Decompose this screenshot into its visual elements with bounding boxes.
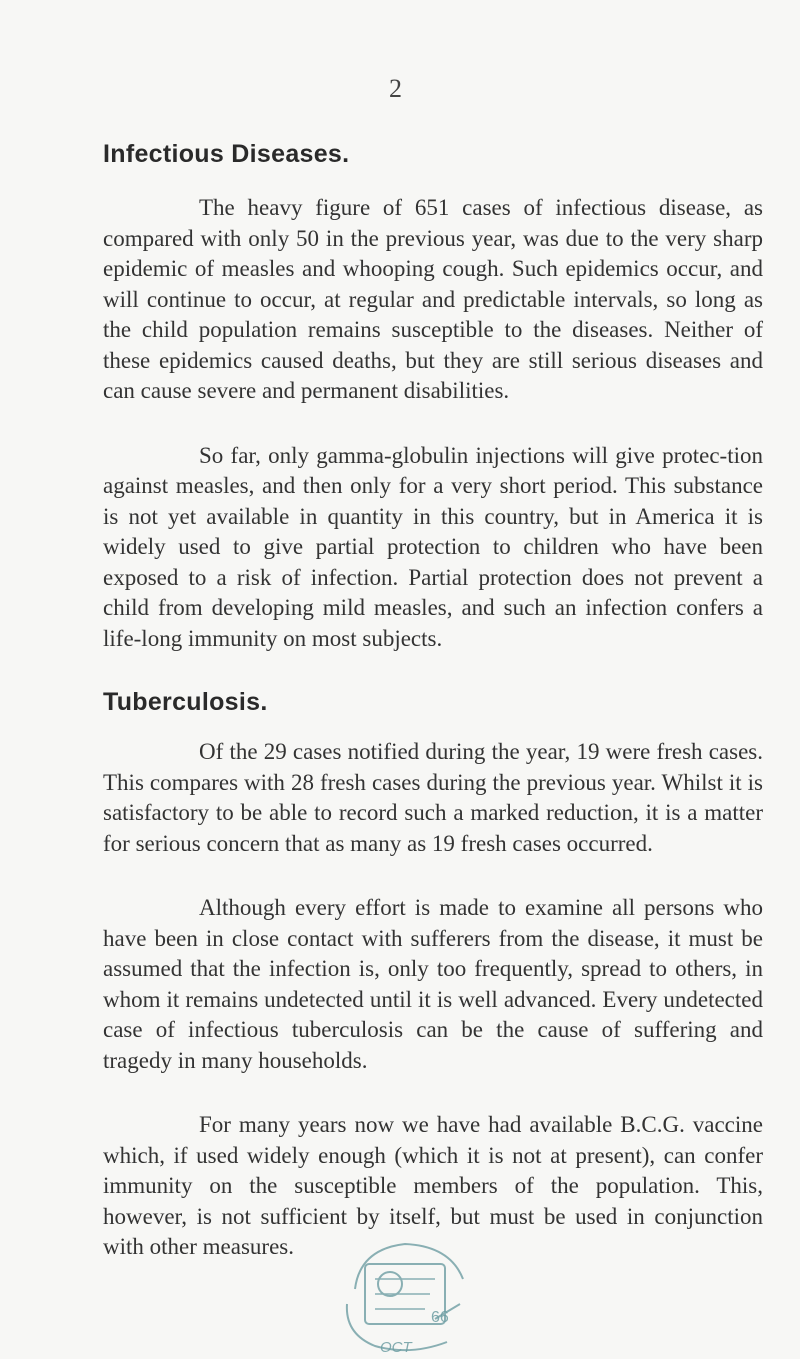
paragraph: The heavy figure of 651 cases of infectious disease, as compared with only 50 in the previous year, was due to the very sharp epidemic of measles and whooping cough. Such epidemics occur, and will continue to occur, at regular and predictable intervals, so long as the child population remains susceptible to the diseases. Neither of these epidemics caused deaths, but they are still serious diseases and can cause severe and permanent disabilities. (103, 195, 763, 403)
paragraph: Of the 29 cases notified during the year, 19 were fresh cases. This compares with 28 fresh cases during the previous year. Whilst it is satisfactory to be able to record such a marked reduction, it is a matter for serious concern that as many as 19 fresh cases occurred. (103, 739, 763, 856)
section-heading-tuberculosis: Tuberculosis. (103, 688, 268, 716)
section-heading-infectious-diseases: Infectious Diseases. (103, 140, 350, 168)
paragraph: For many years now we have had available B.C.G. vaccine which, if used widely enough (which it is not at present), can confer immunity on the susceptible members of the population. This, however, is not sufficient by itself, but must be used in conjunction with other measures. (103, 1112, 763, 1259)
page-number: 2 (389, 74, 402, 103)
stamp-month-text: OCT (380, 1339, 412, 1356)
stamp-number-text: 66 (431, 1309, 449, 1326)
paragraph: Although every effort is made to examine all persons who have been in close contact with sufferers from the disease, it must be assumed that the infection is, only too frequently, spread to others, in whom it remains undetected until it is well advanced. Every undetected case of infectious tuberculosis can be the cause of suffering and tragedy in many households. (103, 895, 763, 1073)
document-body (103, 140, 763, 1263)
paragraph: So far, only gamma-globulin injections will give protec-tion against measles, and then only for a very short period. This substance is not yet available in quantity in this country, but in America it is widely used to give partial protection to children who have been exposed to a risk of infection. Partial protection does not prevent a child from developing mild measles, and such an infection confers a life-long immunity on most subjects. (103, 442, 763, 651)
library-stamp-icon (335, 1234, 475, 1356)
